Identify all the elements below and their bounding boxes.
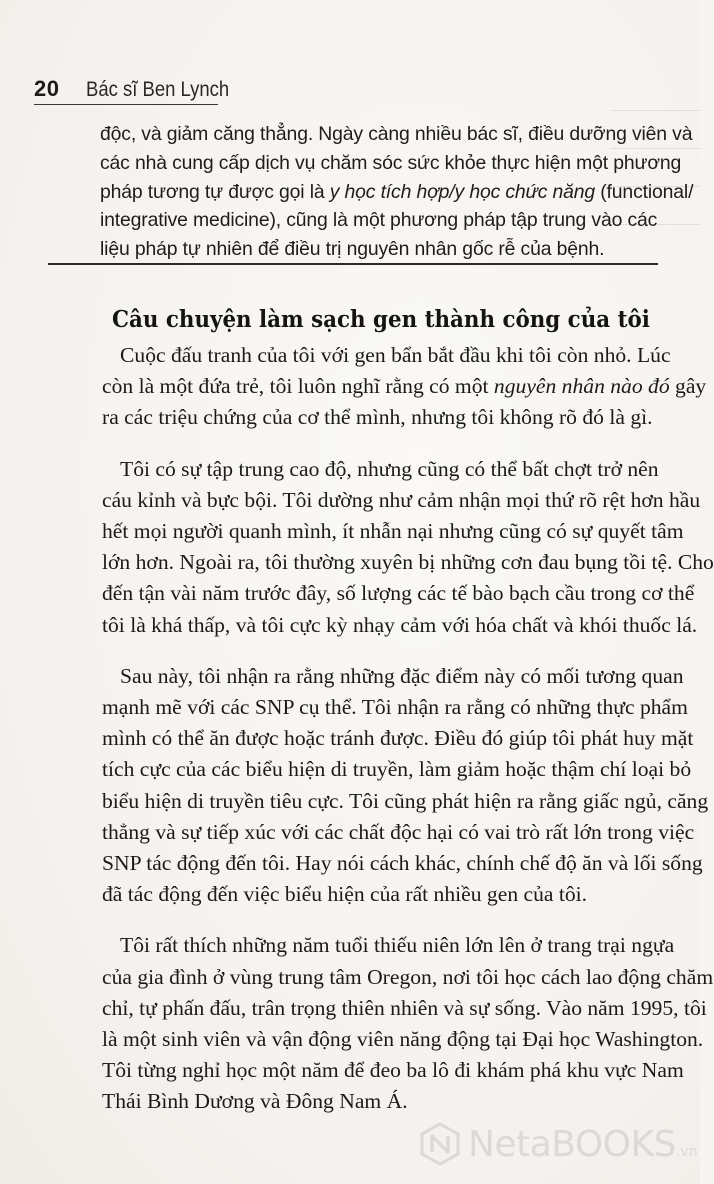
watermark-text: NetaBOOKS.vn — [468, 1123, 698, 1165]
text-line: hết mọi người quanh mình, ít nhẫn nại nhưng cũng có sự quyết tâm — [102, 519, 684, 544]
box-line: pháp tương tự được gọi là y học tích hợp/y học chức năng (functional/ — [100, 180, 694, 203]
box-line: các nhà cung cấp dịch vụ chăm sóc sức khỏe thực hiện một phương — [100, 151, 682, 174]
text-line: chỉ, tự phấn đấu, trân trọng thiên nhiên và sự sống. Vào năm 1995, tôi — [102, 995, 707, 1020]
paragraph-3 — [102, 661, 709, 911]
text-line: đến tận vài năm trước đây, số lượng các tế bào bạch cầu trong cơ thể — [102, 581, 695, 606]
box-bottom-rule — [48, 263, 658, 265]
italic-phrase: nguyên nhân nào đó — [493, 374, 670, 399]
box-line: liệu pháp tự nhiên để điều trị nguyên nhân gốc rễ của bệnh. — [100, 238, 605, 261]
text-line: Sau này, tôi nhận ra rằng những đặc điểm này có mối tương quan — [120, 663, 684, 688]
section-title: Câu chuyện làm sạch gen thành công của tôi — [112, 306, 650, 333]
running-head: Bác sĩ Ben Lynch — [86, 78, 230, 101]
text-line: mạnh mẽ với các SNP cụ thể. Tôi nhận ra rằng có những thực phẩm — [102, 695, 688, 720]
paragraph-4 — [102, 930, 714, 1117]
text-line: còn là một đứa trẻ, tôi luôn nghĩ rằng có một nguyên nhân nào đó gây — [102, 374, 707, 399]
box-line: integrative medicine), cũng là một phương pháp tập trung vào các — [100, 209, 658, 232]
page-header — [34, 76, 249, 102]
text-line: thẳng và sự tiếp xúc với các chất độc hại có vai trò rất lớn trong việc — [102, 819, 695, 844]
text-line: tích cực của các biểu hiện di truyền, làm giảm hoặc thậm chí loại bỏ — [102, 757, 692, 782]
netabooks-watermark — [418, 1122, 698, 1166]
hexagon-n-logo-icon — [418, 1122, 462, 1166]
text-line: tôi là khá thấp, và tôi cực kỳ nhạy cảm với hóa chất và khói thuốc lá. — [102, 612, 698, 637]
text-line: Thái Bình Dương và Đông Nam Á. — [102, 1089, 408, 1114]
box-italic-term: y học tích hợp/y học chức năng — [329, 180, 596, 203]
text-line: cáu kỉnh và bực bội. Tôi dường như cảm nhận mọi thứ rõ rệt hơn hầu — [102, 487, 701, 512]
text-line: mình có thể ăn được hoặc tránh được. Điều đó giúp tôi phát huy mặt — [102, 726, 694, 751]
box-line: độc, và giảm căng thẳng. Ngày càng nhiều bác sĩ, điều dưỡng viên và — [100, 123, 693, 145]
sidebar-box-text — [100, 120, 694, 264]
text-line: SNP tác động đến tôi. Hay nói cách khác, chính chế độ ăn và lối sống — [102, 851, 703, 876]
text-line: Tôi từng nghỉ học một năm để đeo ba lô đi khám phá khu vực Nam — [102, 1058, 684, 1083]
text-line: Cuộc đấu tranh của tôi với gen bẩn bắt đầu khi tôi còn nhỏ. Lúc — [120, 343, 671, 367]
header-rule — [34, 104, 218, 105]
text-line: đã tác động đến việc biểu hiện của rất nhiều gen của tôi. — [102, 882, 588, 907]
text-line: Tôi có sự tập trung cao độ, nhưng cũng có thể bất chợt trở nên — [120, 456, 659, 481]
text-line: Tôi rất thích những năm tuổi thiếu niên lớn lên ở trang trại ngựa — [120, 933, 675, 958]
text-line: lớn hơn. Ngoài ra, tôi thường xuyên bị những cơn đau bụng tồi tệ. Cho — [102, 550, 714, 575]
body-text — [102, 340, 714, 1138]
text-line: của gia đình ở vùng trung tâm Oregon, nơi tôi học cách lao động chăm — [102, 964, 714, 989]
text-line: biểu hiện di truyền tiêu cực. Tôi cũng phát hiện ra rằng giấc ngủ, căng — [102, 788, 709, 813]
text-line: là một sinh viên và vận động viên năng động tại Đại học Washington. — [102, 1027, 704, 1052]
page-number: 20 — [34, 76, 60, 101]
text-line: ra các triệu chứng của cơ thể mình, nhưng tôi không rõ đó là gì. — [102, 405, 653, 430]
paragraph-1 — [102, 340, 707, 434]
paragraph-2 — [102, 454, 714, 641]
